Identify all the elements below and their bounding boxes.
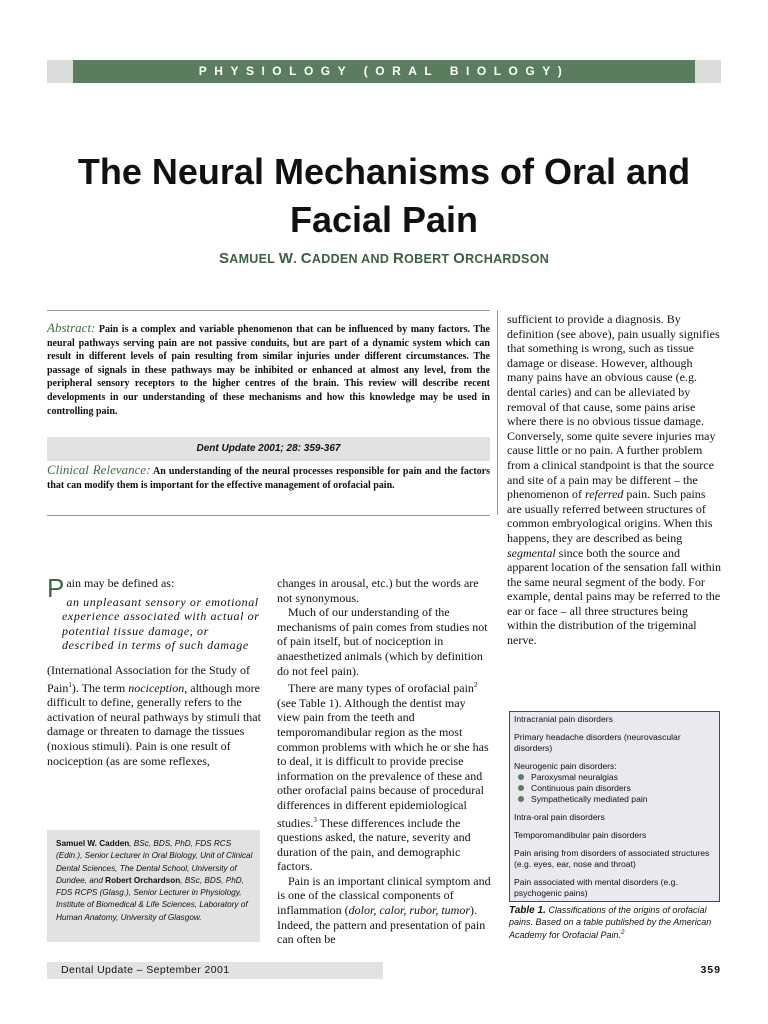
paragraph-text: (see Table 1). Although the dentist may view pain from the teeth and temporomandibular region as the most common problems with which he or she has to deal, it is difficult to provide precise information on the prevalence of these and other orofacial pains because of procedural differences in different epidemiological studies. bbox=[277, 695, 489, 830]
paragraph: Much of our understanding of the mechanisms of pain comes from studies not of pain itself, but of nociception in anaesthetized animals (which by definition do not feel pain). bbox=[277, 605, 488, 678]
definition-quote: an unpleasant sensory or emotional experience associated with actual or potential tissue damage, or described in terms of such damage bbox=[62, 594, 260, 653]
paragraph bbox=[507, 312, 721, 648]
column-separator-rule bbox=[497, 310, 498, 515]
author-name-part: AMUEL bbox=[229, 252, 279, 266]
paragraph bbox=[277, 678, 491, 874]
reference-marker: 3 bbox=[313, 815, 317, 824]
abstract-top-rule bbox=[47, 310, 490, 311]
author-initial: R bbox=[392, 250, 405, 267]
table-row: Neurogenic pain disorders: bbox=[514, 761, 617, 771]
table-row: Pain associated with mental disorders (e.g. psychogenic pains) bbox=[514, 877, 678, 898]
table-sub-item-label: Paroxysmal neuralgias bbox=[531, 772, 618, 782]
paragraph-text: sufficient to provide a diagnosis. By definition (see above), pain usually signifies that something is wrong, such as tissue damage or disease. However, although many pains have an obvious cause (e.g. dental caries) and can be alleviated by removal of that cause, some pains arise where there is no obvious tissue damage. Conversely, some quite severe injuries may cause little or no pain. A further problem from a clinical standpoint is that the source and site of a pain may be different – the phenomenon of bbox=[507, 312, 720, 502]
bio-author-name: Robert Orchardson bbox=[105, 875, 181, 885]
author-name-part: ADDEN bbox=[311, 252, 358, 266]
paragraph-text: pain. Such pains are usually referred between structures of common embryological origins. When this happens, they are described as being bbox=[507, 487, 713, 545]
body-column-1 bbox=[47, 573, 262, 768]
author-name-part: . bbox=[293, 252, 301, 266]
paragraph-text: ). The term bbox=[71, 680, 129, 695]
abstract bbox=[47, 321, 490, 418]
bullet-icon bbox=[518, 774, 524, 780]
footer-journal: Dental Update – September 2001 bbox=[47, 962, 383, 979]
emphasis-term: nociception bbox=[128, 680, 185, 695]
abstract-label: Abstract: bbox=[47, 320, 96, 335]
author-initial: C bbox=[300, 250, 312, 267]
paragraph-text: ain may be defined as: bbox=[66, 576, 175, 590]
paragraph: changes in arousal, etc.) but the words are not synonymous. bbox=[277, 576, 479, 605]
author-initial: W bbox=[278, 250, 294, 267]
abstract-bottom-rule bbox=[47, 515, 490, 516]
abstract-text: Pain is a complex and variable phenomenon that can be influenced by many factors. The neural pathways serving pain are not passive conduits, but are part of a dynamic system which can result in different levels of pain resulting from similar injuries under different circumstances. The passage of signals in these pathways may be inhibited or enhanced at almost any level, from the peripheral sensory receptors to the higher centres of the brain. This review will describe recent developments in our understanding of these mechanisms and how this knowledge may be used in controlling pain. bbox=[47, 324, 490, 417]
article-title: The Neural Mechanisms of Oral and Facial Pain bbox=[77, 151, 691, 240]
table-row: Primary headache disorders (neurovascular disorders) bbox=[514, 732, 681, 753]
paragraph-text: since both the source and apparent location of the sensation fall within the same neural segment of the body. For example, dental pains may be referred to the ear or face – all three structures being within the distribution of the trigeminal nerve. bbox=[507, 545, 721, 648]
table-sub-item-label: Continuous pain disorders bbox=[531, 783, 631, 793]
body-column-3 bbox=[507, 312, 721, 648]
author-bio-box bbox=[47, 830, 260, 942]
bullet-icon bbox=[518, 796, 524, 802]
table-row: Pain arising from disorders of associated structures (e.g. eyes, ear, nose and throat) bbox=[514, 848, 710, 869]
clinical-relevance bbox=[47, 463, 490, 492]
emphasis-term: dolor, calor, rubor, tumor bbox=[348, 903, 471, 918]
paragraph-text: (International Association for the Study of Pain bbox=[47, 662, 250, 695]
reference-marker: 2 bbox=[473, 681, 478, 690]
article-authors bbox=[0, 250, 768, 267]
reference-marker: 1 bbox=[68, 680, 72, 689]
paragraph-text: Pain is an important clinical symptom and is one of the classical components of inflammation ( bbox=[277, 873, 491, 918]
table-sub-item bbox=[518, 794, 715, 805]
author-initial: S bbox=[218, 250, 230, 267]
paragraph-text: ). Indeed, the pattern and presentation of pain can often be bbox=[277, 903, 486, 947]
header-band-left bbox=[47, 60, 73, 83]
section-header: PHYSIOLOGY (ORAL BIOLOGY) bbox=[73, 60, 695, 83]
table-caption bbox=[509, 905, 723, 942]
table-sub-item bbox=[518, 783, 715, 794]
table-row: Intracranial pain disorders bbox=[514, 714, 613, 724]
emphasis-term: referred bbox=[584, 487, 624, 502]
citation-bar: Dent Update 2001; 28: 359-367 bbox=[47, 437, 490, 461]
table-caption-text: Classifications of the origins of orofacial pains. Based on a table published by the American Academy for Orofacial Pain. bbox=[509, 905, 712, 940]
emphasis-term: segmental bbox=[507, 545, 556, 560]
table-caption-label: Table 1. bbox=[509, 905, 546, 916]
header-band-right bbox=[695, 60, 721, 83]
bio-text: , BSc, BDS, PhD, FDS RCPS (Glasg.), Senior Lecturer in Physiology, Institute of Biomedical & Life Sciences, Laboratory of Human Anatomy, University of Glasgow. bbox=[56, 875, 248, 922]
table-row: Intra-oral pain disorders bbox=[514, 812, 605, 822]
author-initial: O bbox=[453, 250, 466, 267]
paragraph bbox=[277, 874, 491, 947]
paragraph-text: There are many types of orofacial pain bbox=[288, 681, 474, 696]
author-name-part: OBERT bbox=[404, 252, 454, 266]
table-sub-item-label: Sympathetically mediated pain bbox=[531, 794, 648, 804]
table-sub-item bbox=[518, 772, 715, 783]
author-conjunction: AND bbox=[357, 252, 393, 266]
clinical-relevance-label: Clinical Relevance: bbox=[47, 462, 151, 477]
body-column-2 bbox=[277, 576, 491, 947]
clinical-relevance-text: An understanding of the neural processes responsible for pain and the factors that can modify them is important for the effective management of orofacial pain. bbox=[47, 466, 491, 491]
table-row: Temporomandibular pain disorders bbox=[514, 830, 647, 840]
bio-text: , BSc, BDS, PhD, FDS RCS (Edin.), Senior Lecturer in Oral Biology, Unit of Clinical Dental Sciences, The Dental School, University of Dundee, and bbox=[56, 839, 253, 885]
paragraph-text: These differences include the questions asked, the nature, severity and duration of the pain, and demographic factors. bbox=[277, 815, 471, 874]
table-1 bbox=[509, 711, 720, 902]
paragraph-text: , although more difficult to define, generally refers to the activation of neural pathways by stimuli that damage or threaten to damage the tissues (noxious stimuli). Pain is one result of nociception (as are some reflexes, bbox=[47, 680, 261, 768]
drop-cap: P bbox=[47, 573, 65, 603]
reference-marker: 2 bbox=[621, 930, 625, 936]
bullet-icon bbox=[518, 785, 524, 791]
paragraph bbox=[47, 573, 262, 603]
page-number: 359 bbox=[700, 964, 721, 976]
paragraph bbox=[47, 663, 262, 768]
bio-author-name: Samuel W. Cadden bbox=[56, 839, 130, 848]
author-name-part: RCHARDSON bbox=[465, 252, 550, 266]
